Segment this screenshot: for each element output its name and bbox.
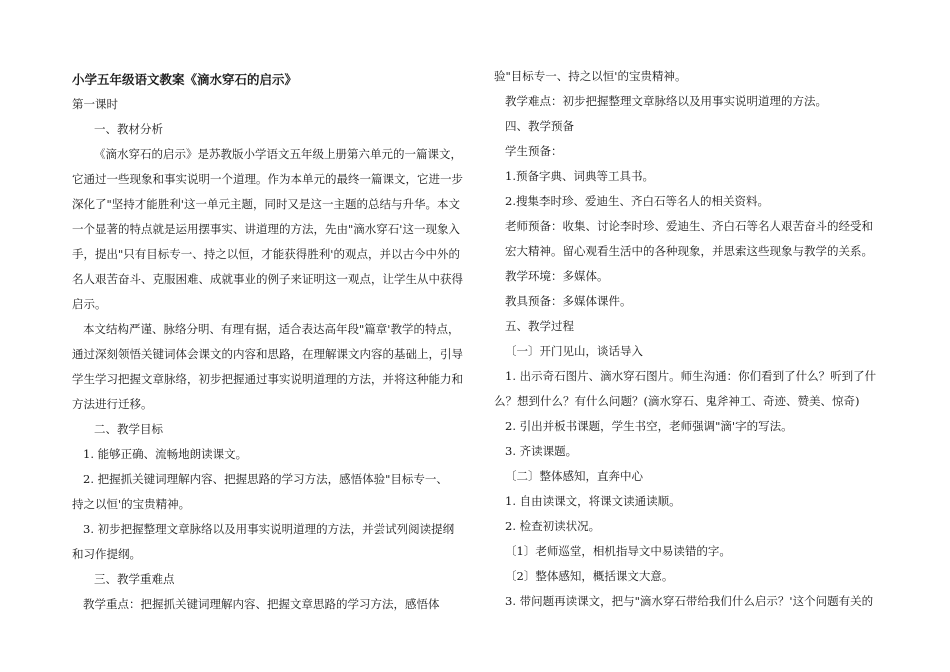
text-line: 〔1〕老师巡堂，相机指导文中易读错的字。 xyxy=(505,544,731,558)
text-line: 老师预备：收集、讨论李时珍、爱迪生、齐白石等名人艰苦奋斗的经受和 xyxy=(505,219,873,233)
right-text-body xyxy=(494,64,882,614)
text-line: 它通过一些现象和事实说明一个道理。作为本单元的最终一篇课文，它进一步 xyxy=(72,172,463,186)
text-line: 深化了"坚持才能胜利'这一单元主题，同时又是这一主题的总结与升华。本文 xyxy=(72,197,460,211)
text-line: 通过深刻领悟关键词体会课文的内容和思路，在理解课文内容的基础上，引导 xyxy=(72,347,463,361)
text-line: 验"目标专一、持之以恒'的宝贵精神。 xyxy=(494,69,687,83)
text-line: 2. 引出并板书课题，学生书空，老师强调"滴'字的写法。 xyxy=(505,419,793,433)
text-line: 五、教学过程 xyxy=(505,319,574,333)
text-line: 宏大精神。留心观看生活中的各种现象，并思索这些现象与教学的关系。 xyxy=(505,244,873,258)
text-line: 〔一〕开门见山，谈话导入 xyxy=(505,344,643,358)
right-column xyxy=(494,64,882,614)
text-line: 学生预备： xyxy=(505,144,563,158)
text-line: 一个显著的特点就是运用摆事实、讲道理的方法，先由"滴水穿石'这一现象入 xyxy=(72,222,460,236)
text-line: 1.预备字典、词典等工具书。 xyxy=(505,169,654,183)
document-title: 小学五年级语文教案《滴水穿石的启示》 xyxy=(72,72,298,87)
text-line: 《滴水穿石的启示》是苏教版小学语文五年级上册第六单元的一篇课文， xyxy=(94,147,462,161)
text-line: 3. 带问题再读课文，把与"滴水穿石带给我们什么启示？'这个问题有关的 xyxy=(505,594,874,608)
text-line: 教学重点：把握抓关键词理解内容、把握文章思路的学习方法，感悟体 xyxy=(83,597,440,611)
text-line: 三、教学重难点 xyxy=(94,572,175,586)
text-line: 方法进行迁移。 xyxy=(72,397,153,411)
text-line: 教学环境：多媒体。 xyxy=(505,269,609,283)
text-line: 3. 齐读课题。 xyxy=(505,444,578,458)
text-line: 名人艰苦奋斗、克服困难、成就事业的例子来证明这一观点，让学生从中获得 xyxy=(72,272,463,286)
text-line: 2. 检查初读状况。 xyxy=(505,519,601,533)
text-line: 〔2〕整体感知，概括课文大意。 xyxy=(505,569,674,583)
text-line: 2.搜集李时珍、爱迪生、齐白石等名人的相关资料。 xyxy=(505,194,769,208)
text-line: 1. 自由读课文，将课文读通读顺。 xyxy=(505,494,681,508)
text-line: 启示。 xyxy=(72,297,107,311)
text-line: 3. 初步把握整理文章脉络以及用事实说明道理的方法，并尝试列阅读提纲 xyxy=(83,522,455,536)
left-text-body xyxy=(72,92,466,617)
text-line: 教学难点：初步把握整理文章脉络以及用事实说明道理的方法。 xyxy=(505,94,827,108)
text-line: 手，提出"只有目标专一、持之以恒，才能获得胜利'的观点，并以古今中外的 xyxy=(72,247,460,261)
text-line: 持之以恒'的宝贵精神。 xyxy=(72,497,191,511)
text-line: 二、教学目标 xyxy=(94,422,163,436)
text-line: 和习作提纲。 xyxy=(72,547,141,561)
text-line: 么？想到什么？有什么问题？(滴水穿石、鬼斧神工、奇迹、赞美、惊奇) xyxy=(494,394,860,408)
text-line: 一、教材分析 xyxy=(94,122,163,136)
text-line: 1. 能够正确、流畅地朗读课文。 xyxy=(83,447,248,461)
text-line: 〔二〕整体感知，直奔中心 xyxy=(505,469,643,483)
text-line: 第一课时 xyxy=(72,97,118,111)
text-line: 本文结构严谨、脉络分明、有理有据，适合表达高年段"篇章'教学的特点， xyxy=(83,322,460,336)
text-line: 教具预备：多媒体课件。 xyxy=(505,294,632,308)
left-column xyxy=(72,56,466,617)
text-line: 1. 出示奇石图片、滴水穿石图片。师生沟通：你们看到了什么？听到了什 xyxy=(505,369,877,383)
text-line: 学生学习把握文章脉络，初步把握通过事实说明道理的方法，并将这种能力和 xyxy=(72,372,463,386)
text-line: 四、教学预备 xyxy=(505,119,574,133)
text-line: 2. 把握抓关键词理解内容、把握思路的学习方法，感悟体验"目标专一、 xyxy=(83,472,448,486)
